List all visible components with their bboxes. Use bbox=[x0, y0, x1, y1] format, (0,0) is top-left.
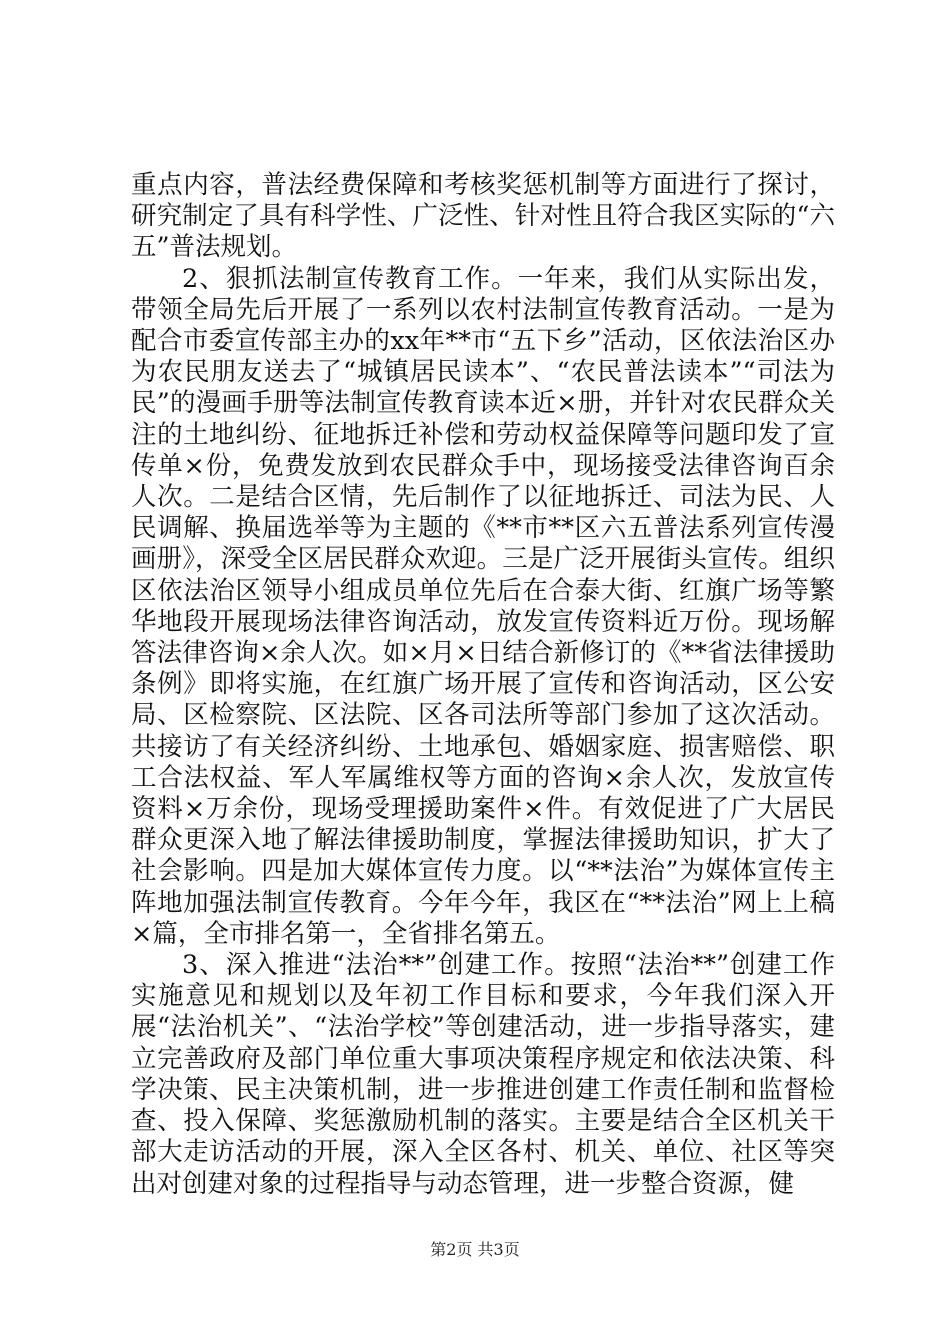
document-body bbox=[131, 170, 835, 1200]
page-number-footer: 第2页 共3页 bbox=[430, 1240, 520, 1259]
paragraph-continuation: 重点内容，普法经费保障和考核奖惩机制等方面进行了探讨，研究制定了具有科学性、广泛性、针对性且符合我区实际的“六五”普法规划。 bbox=[131, 170, 835, 263]
paragraph-legal-publicity: 2、狠抓法制宣传教育工作。一年来，我们从实际出发，带领全局先后开展了一系列以农村法制宣传教育活动。一是为配合市委宣传部主办的xx年**市“五下乡”活动，区依法治区办为农民朋友送去了“城镇居民读本”、“农民普法读本”“司法为民”的漫画手册等法制宣传教育读本近×册，并针对农民群众关注的土地纠纷、征地拆迁补偿和劳动权益保障等问题印发了宣传单×份，免费发放到农民群众手中，现场接受法律咨询百余人次。二是结合区情，先后制作了以征地拆迁、司法为民、人民调解、换届选举等为主题的《**市**区六五普法系列宣传漫画册》，深受全区居民群众欢迎。三是广泛开展街头宣传。组织区依法治区领导小组成员单位先后在合泰大街、红旗广场等繁华地段开展现场法律咨询活动，放发宣传资料近万份。现场解答法律咨询×余人次。如×月×日结合新修订的《**省法律援助条例》即将实施，在红旗广场开展了宣传和咨询活动，区公安局、区检察院、区法院、区各司法所等部门参加了这次活动。共接访了有关经济纠纷、土地承包、婚姻家庭、损害赔偿、职工合法权益、军人军属维权等方面的咨询×余人次，发放宣传资料×万余份，现场受理援助案件×件。有效促进了广大居民群众更深入地了解法律援助制度，掌握法律援助知识，扩大了社会影响。四是加大媒体宣传力度。以“**法治”为媒体宣传主阵地加强法制宣传教育。今年今年，我区在“**法治”网上上稿×篇，全市排名第一，全省排名第五。 bbox=[131, 263, 835, 949]
paragraph-rule-of-law-creation: 3、深入推进“法治**”创建工作。按照“法治**”创建工作实施意见和规划以及年初工作目标和要求，今年我们深入开展“法治机关”、“法治学校”等创建活动，进一步指导落实，建立完善政府及部门单位重大事项决策程序规定和依法决策、科学决策、民主决策机制，进一步推进创建工作责任制和监督检查、投入保障、奖惩激励机制的落实。主要是结合全区机关干部大走访活动的开展，深入全区各村、机关、单位、社区等突出对创建对象的过程指导与动态管理，进一步整合资源，健 bbox=[131, 950, 835, 1199]
